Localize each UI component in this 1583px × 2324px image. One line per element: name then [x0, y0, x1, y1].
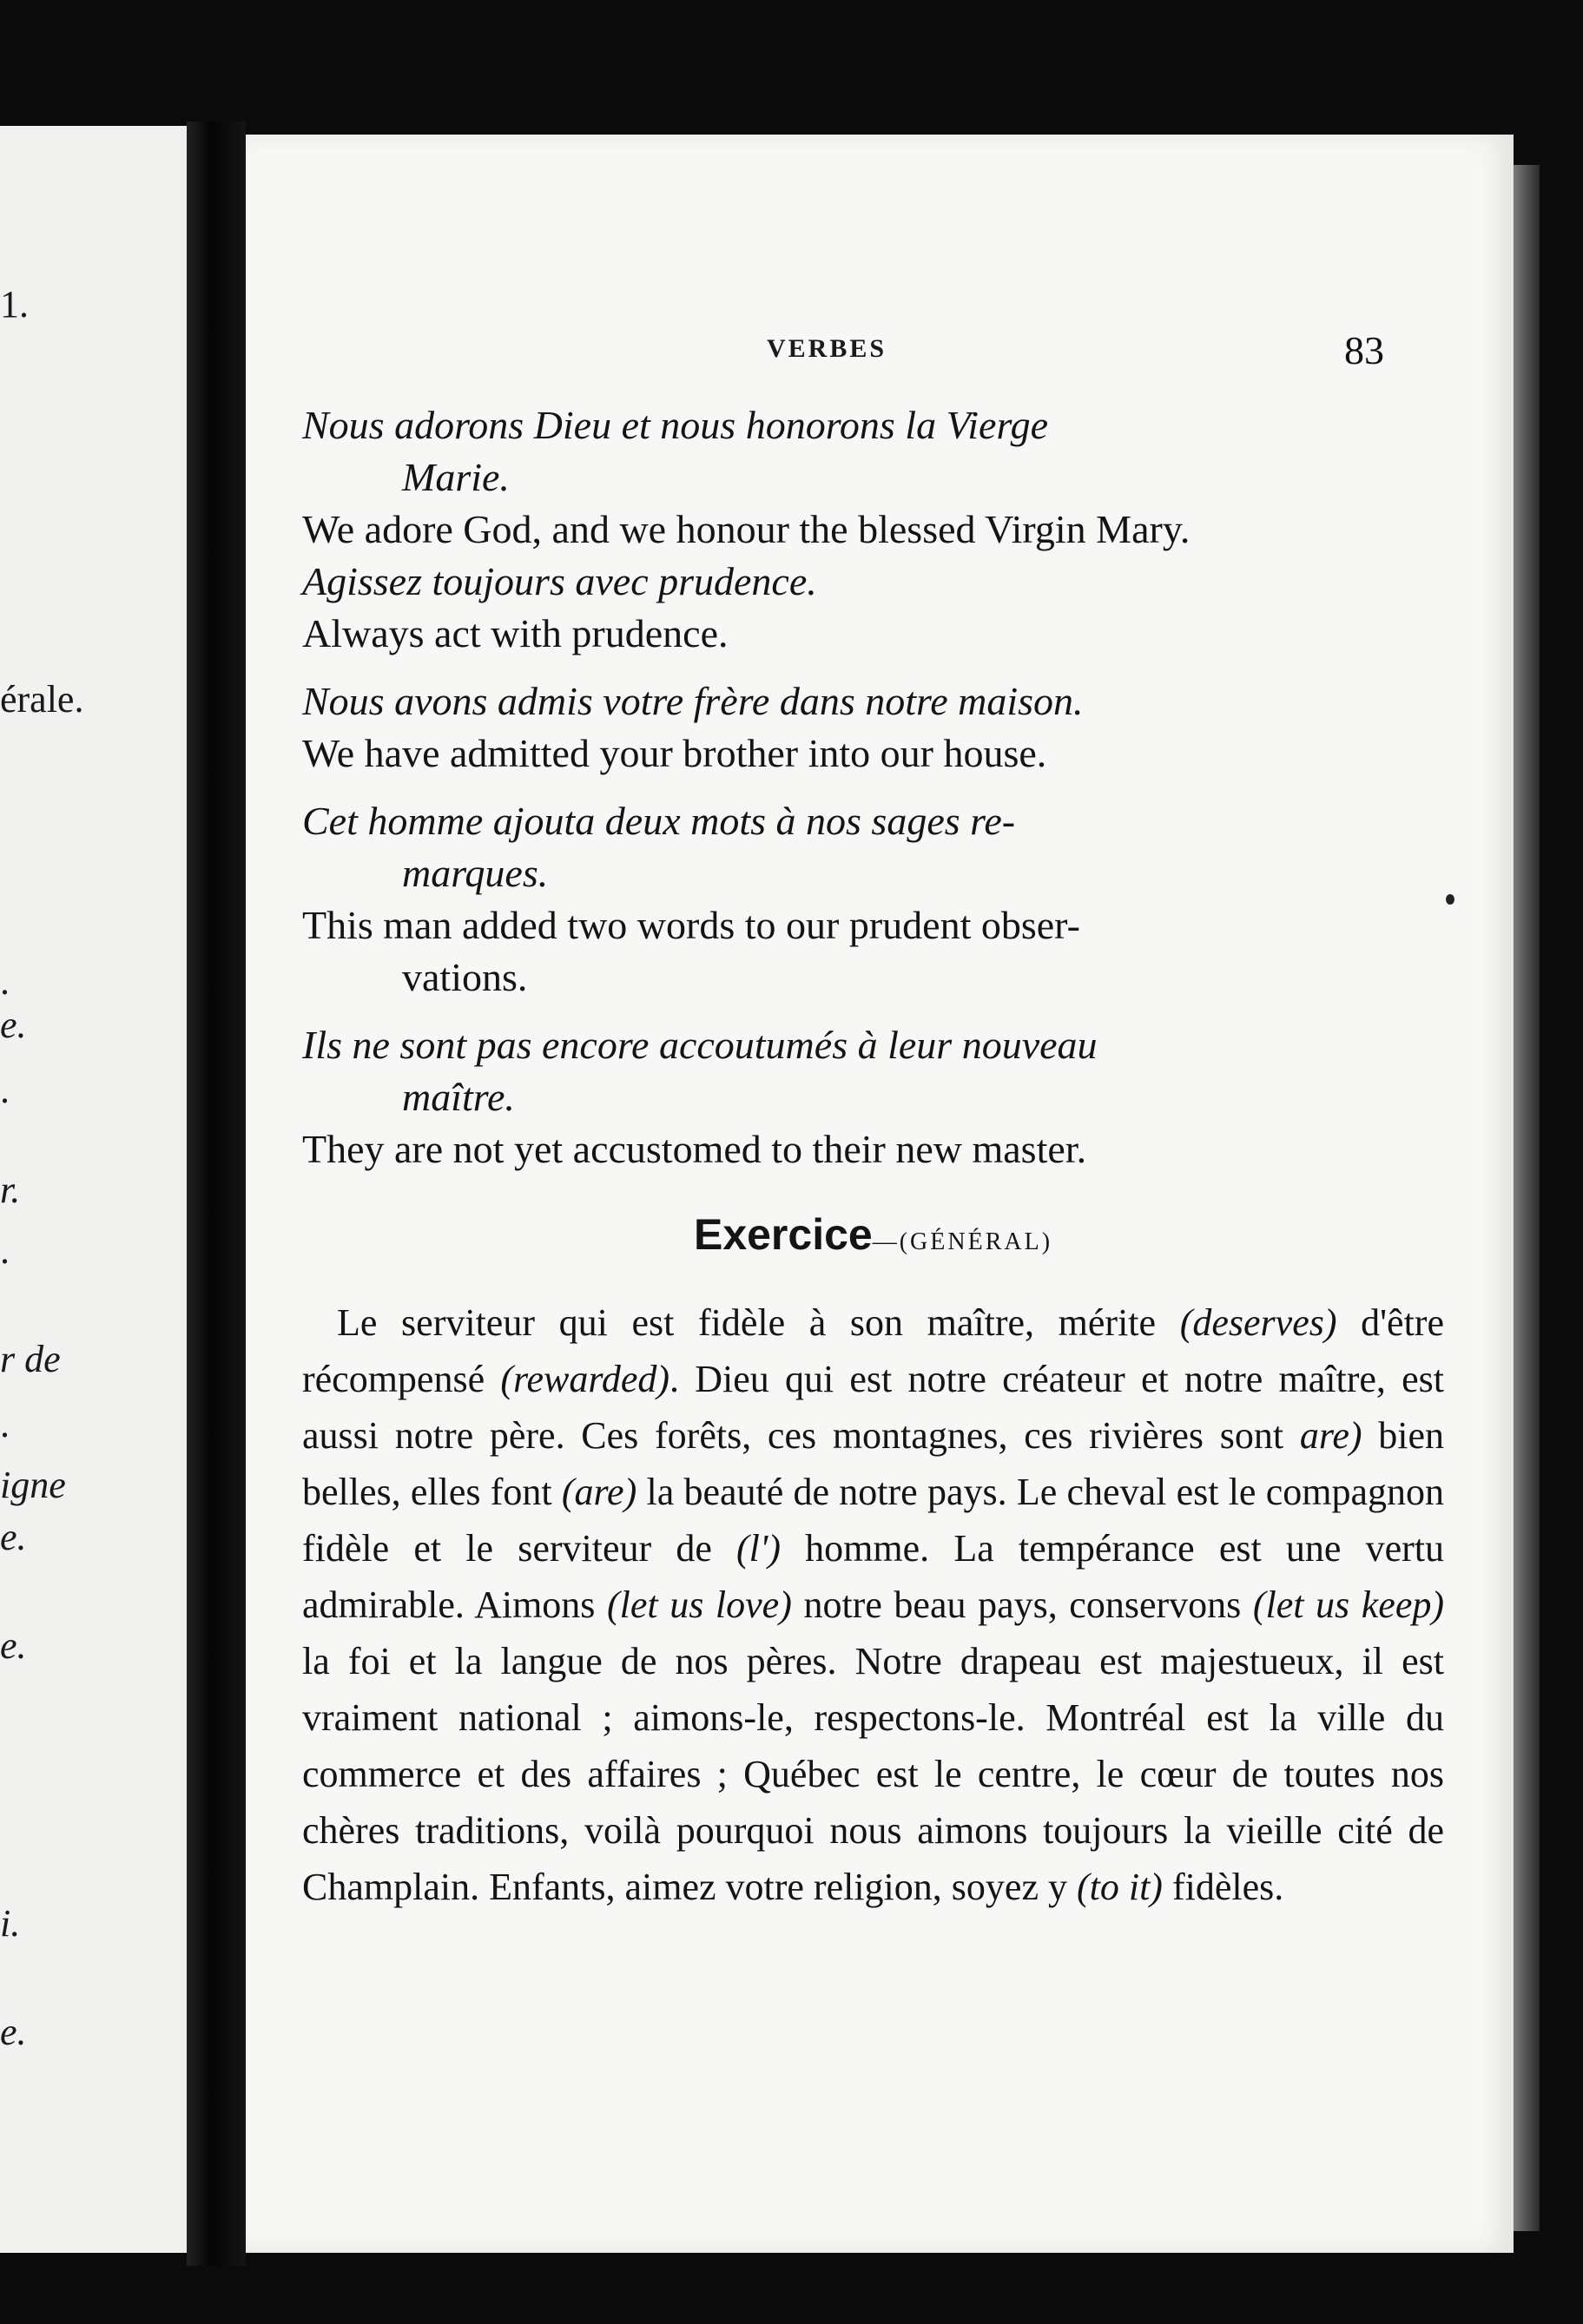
exercise-text: d'être récompensé: [302, 1301, 1444, 1400]
exercise-subtitle: —(GÉNÉRAL): [872, 1228, 1053, 1255]
exercise-gloss: (let us keep): [1252, 1583, 1444, 1626]
exercise-text: la beauté de notre pays. Le cheval est le compagnon fidèle et le serviteur de: [302, 1471, 1444, 1570]
exercise-paragraph: [302, 1294, 1444, 1915]
exercise-heading: [302, 1208, 1444, 1268]
book-page: [246, 135, 1514, 2253]
english-translation: We adore God, and we honour the blessed Virgin Mary.: [302, 507, 1191, 551]
english-translation: We have admitted your brother into our house.: [302, 731, 1047, 775]
left-fragment: .: [0, 1403, 10, 1445]
exercise-text: notre beau pays, conservons: [791, 1583, 1253, 1626]
left-fragment: e.: [0, 1516, 27, 1558]
book-gutter: [187, 122, 246, 2266]
exercise-gloss: (are): [561, 1471, 637, 1513]
page-body: [302, 399, 1444, 1915]
left-fragment: 1.: [0, 283, 29, 326]
exercise-text: homme. La tempérance est une vertu admirable. Aimons: [302, 1527, 1444, 1626]
exercise-gloss: (let us love): [607, 1583, 792, 1626]
left-fragment: r de: [0, 1338, 61, 1380]
left-fragment: .: [0, 1069, 10, 1111]
left-fragment: r.: [0, 1169, 21, 1211]
left-facing-page: [0, 126, 187, 2253]
french-sentence-continuation: Marie.: [402, 455, 510, 499]
french-sentence: Ils ne sont pas encore accoutumés à leur nouveau: [302, 1023, 1098, 1067]
page-header: [246, 328, 1514, 386]
left-fragment: .: [0, 960, 10, 1003]
page-edge-shadow: [1514, 165, 1540, 2231]
ink-speck: [1446, 894, 1454, 905]
english-translation: They are not yet accustomed to their new master.: [302, 1127, 1087, 1171]
running-head: VERBES: [767, 334, 887, 363]
french-sentence: Agissez toujours avec prudence.: [302, 559, 817, 603]
exercise-gloss: (deserves): [1179, 1301, 1337, 1344]
exercise-text: fidèles.: [1162, 1866, 1284, 1908]
french-sentence: Cet homme ajouta deux mots à nos sages re-: [302, 799, 1016, 843]
exercise-title: Exercice: [693, 1210, 873, 1259]
page-number: 83: [1344, 328, 1384, 372]
exercise-gloss: (to it): [1076, 1866, 1163, 1908]
left-fragment: i.: [0, 1902, 21, 1945]
english-translation: This man added two words to our prudent obser-: [302, 903, 1080, 947]
exercise-text: Le serviteur qui est fidèle à son maître, mérite: [337, 1301, 1180, 1344]
english-translation: Always act with prudence.: [302, 611, 729, 655]
left-fragment: igne: [0, 1464, 66, 1506]
french-sentence-continuation: maître.: [402, 1075, 515, 1119]
french-sentence: Nous avons admis votre frère dans notre maison.: [302, 679, 1084, 723]
left-fragment: e.: [0, 2011, 27, 2053]
exercise-text: . Dieu qui est notre créateur et notre maître, est aussi notre père. Ces forêts, ces montagnes, ces rivières sont: [302, 1358, 1444, 1457]
french-sentence: Nous adorons Dieu et nous honorons la Vierge: [302, 403, 1049, 447]
french-sentence-continuation: marques.: [402, 851, 549, 895]
exercise-text: la foi et la langue de nos pères. Notre drapeau est majestueux, il est vraiment national ; aimons-le, respectons-le. Montréal est la ville du commerce et des affaires ; Québec est le centre, le cœur de toutes nos chères traditions, voilà pourquoi nous aimons toujours la vieille cité de Champlain. Enfants, aimez votre religion, soyez y: [302, 1640, 1444, 1908]
left-fragment: e.: [0, 1624, 27, 1667]
exercise-gloss: (rewarded): [500, 1358, 670, 1400]
exercise-gloss: are): [1299, 1414, 1362, 1457]
english-translation-continuation: vations.: [402, 955, 528, 999]
exercise-gloss: (l'): [736, 1527, 781, 1570]
exercise-text: bien belles, elles font: [302, 1414, 1444, 1513]
left-fragment: .: [0, 1229, 10, 1272]
left-fragment: e.: [0, 1004, 27, 1046]
left-fragment: érale.: [0, 678, 84, 721]
